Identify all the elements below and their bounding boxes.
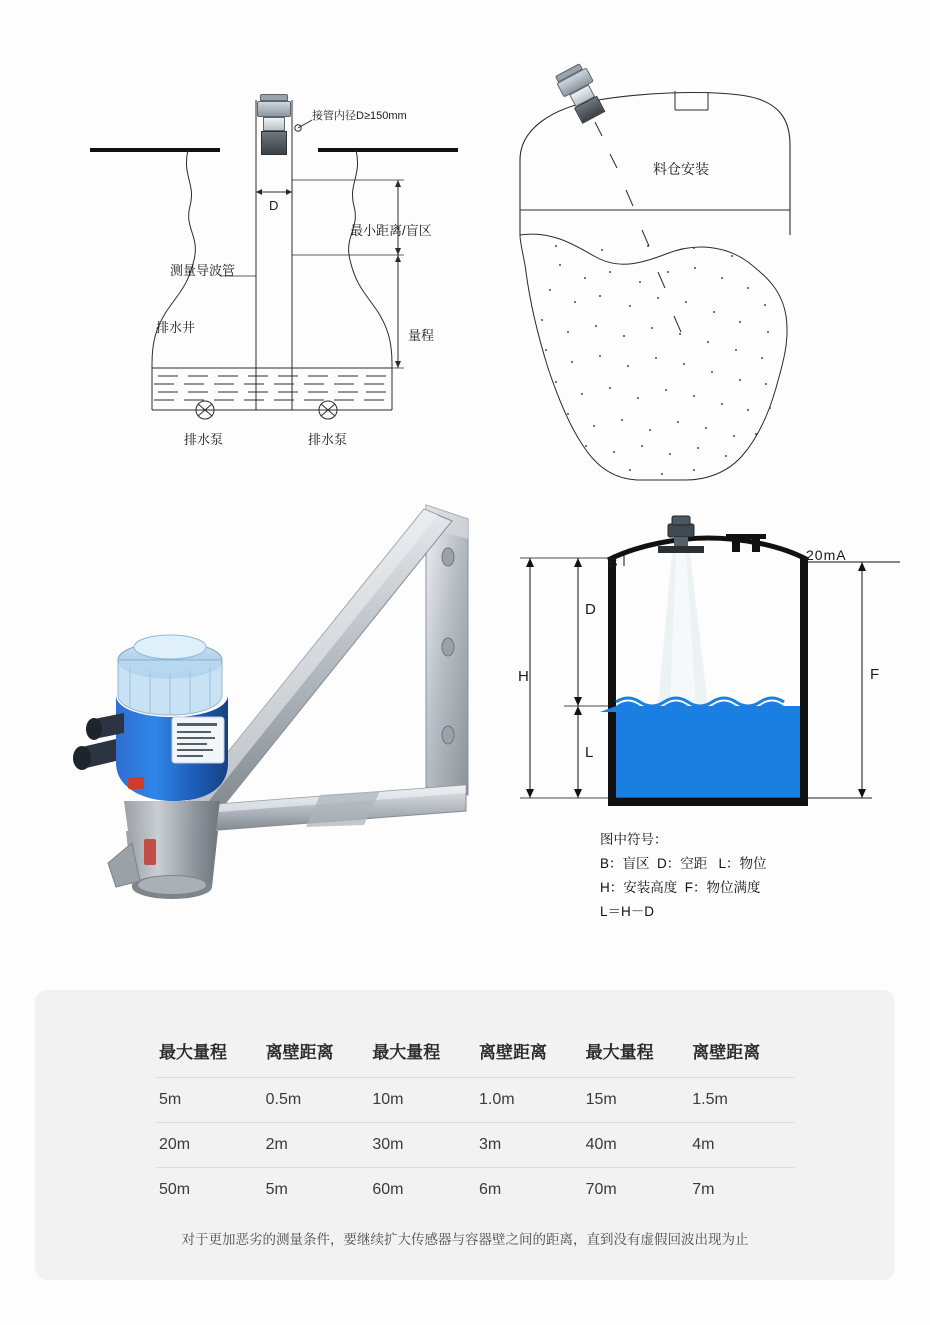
label-drain-well: 排水井 [156, 320, 196, 335]
sensor-cap-icon [260, 94, 288, 101]
label-tank-F: F [870, 666, 880, 683]
table-header-row [155, 1030, 795, 1078]
tank-legend [600, 828, 767, 924]
silo-svg [490, 50, 890, 490]
label-D: D [269, 198, 279, 213]
legend-line-1: B：盲区 D：空距 L：物位 [600, 856, 767, 871]
label-tank-D: D [585, 601, 596, 618]
sensor-photo-svg [20, 495, 520, 925]
label-range: 量程 [408, 328, 435, 343]
col-header-0: 最大量程 [159, 1043, 227, 1062]
cell-0-0: 5m [155, 1078, 262, 1123]
cell-1-0: 20m [155, 1123, 262, 1168]
col-header-1: 离壁距离 [265, 1043, 334, 1062]
label-blind-zone: 最小距离/盲区 [350, 223, 432, 238]
cell-0-3: 1.0m [475, 1078, 582, 1123]
sensor-housing-icon [257, 101, 291, 117]
col-header-4: 最大量程 [585, 1043, 654, 1062]
cell-2-4: 70m [582, 1168, 689, 1213]
spec-table [155, 1030, 795, 1212]
spec-note: 对于更加恶劣的测量条件，要继续扩大传感器与容器壁之间的距离，直到没有虚假回波出现为止 [181, 1232, 749, 1247]
legend-line-2: H：安装高度 F：物位满度 [600, 880, 761, 895]
label-pump-left: 排水泵 [184, 432, 224, 447]
cell-0-2: 10m [368, 1078, 475, 1123]
diagram-silo-installation [490, 50, 890, 490]
table-row [155, 1123, 795, 1168]
sensor-neck-icon [263, 117, 285, 131]
label-20ma: 20mA [806, 547, 847, 563]
legend-line-3: L＝H－D [600, 904, 655, 919]
cell-1-2: 30m [368, 1123, 475, 1168]
sensor-horn-icon [261, 131, 287, 155]
cell-1-5: 4m [688, 1123, 795, 1168]
cell-2-5: 7m [688, 1168, 795, 1213]
cell-1-3: 3m [475, 1123, 582, 1168]
cell-1-1: 2m [262, 1123, 369, 1168]
col-header-5: 离壁距离 [692, 1043, 761, 1062]
cell-0-1: 0.5m [262, 1078, 369, 1123]
legend-title: 图中符号： [600, 832, 668, 847]
label-silo-title: 料仓安装 [653, 161, 709, 177]
label-tank-B: B [608, 555, 618, 570]
label-tank-H: H [518, 668, 529, 685]
diagram-drain-well [60, 80, 480, 470]
cell-2-0: 50m [155, 1168, 262, 1213]
photo-sensor-with-bracket [20, 495, 520, 925]
label-pipe-diameter: 接管内径D≥150mm [312, 110, 407, 122]
cell-2-1: 5m [262, 1168, 369, 1213]
cell-0-4: 15m [582, 1078, 689, 1123]
col-header-2: 最大量程 [372, 1043, 441, 1062]
cell-1-4: 40m [582, 1123, 689, 1168]
cell-2-2: 60m [368, 1168, 475, 1213]
spec-panel [35, 990, 895, 1280]
col-header-3: 离壁距离 [478, 1043, 547, 1062]
label-tank-L: L [585, 744, 594, 761]
table-row [155, 1168, 795, 1213]
label-guide-tube: 测量导波管 [170, 263, 236, 278]
cell-2-3: 6m [475, 1168, 582, 1213]
table-row [155, 1078, 795, 1123]
label-pump-right: 排水泵 [308, 432, 348, 447]
cell-0-5: 1.5m [688, 1078, 795, 1123]
